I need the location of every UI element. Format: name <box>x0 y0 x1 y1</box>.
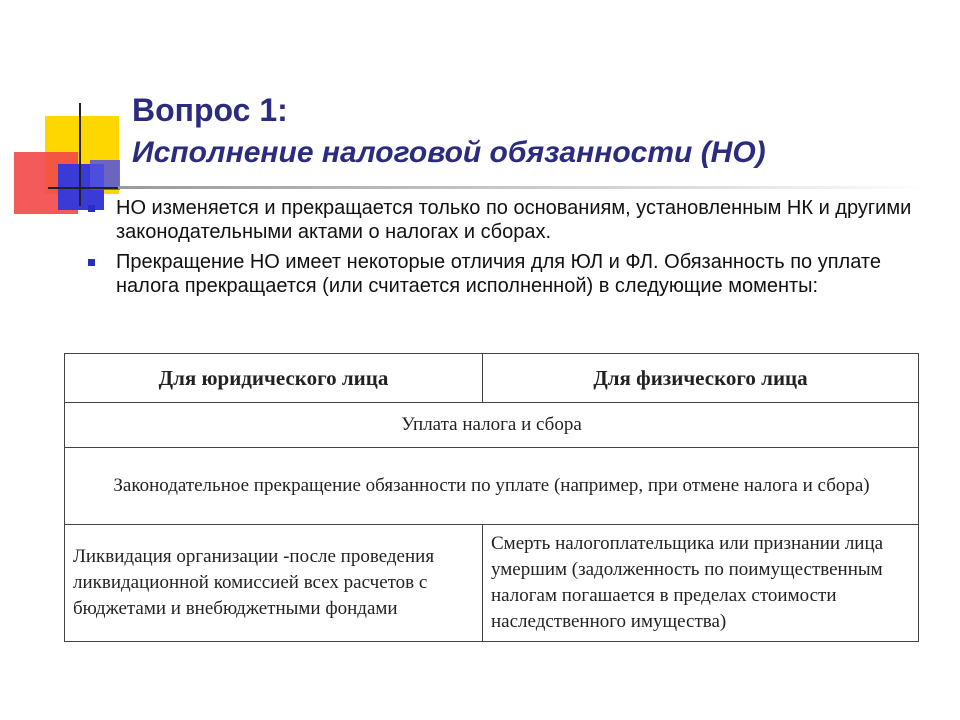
physical-person-case-cell: Смерть налогоплательщика или признании лица умершим (задолженность по поимущественным налогам погашается в пределах стоимости наследственного имущества) <box>483 525 919 642</box>
table-row <box>65 525 919 642</box>
square-bullet-icon <box>88 205 95 212</box>
legislative-cell: Законодательное прекращение обязанности по уплате (например, при отмене налога и сбора) <box>65 448 919 525</box>
table-header-row <box>65 354 919 403</box>
header-physical-person: Для физического лица <box>483 354 919 403</box>
square-bullet-icon <box>88 259 95 266</box>
header-legal-entity: Для юридического лица <box>65 354 483 403</box>
legal-entity-case-cell: Ликвидация организации -после проведения ликвидационной комиссией всех расчетов с бюджетами и внебюджетными фондами <box>65 525 483 642</box>
bullet-item <box>88 196 918 244</box>
payment-cell: Уплата налога и сбора <box>65 403 919 448</box>
decor-vertical-line <box>79 103 81 206</box>
title-divider <box>118 186 930 189</box>
obligation-table <box>64 353 919 642</box>
bullet-item <box>88 250 918 298</box>
bullet-text: НО изменяется и прекращается только по основаниям, установленным НК и другими законодательными актами о налогах и сборах. <box>116 197 912 243</box>
table-row <box>65 403 919 448</box>
decor-blue-square-small <box>90 160 120 190</box>
decor-horizontal-line <box>48 187 118 189</box>
slide-title: Вопрос 1: <box>132 92 288 128</box>
table-row <box>65 448 919 525</box>
slide-subtitle: Исполнение налоговой обязанности (НО) <box>132 136 766 169</box>
bullet-text: Прекращение НО имеет некоторые отличия для ЮЛ и ФЛ. Обязанность по уплате налога прекращается (или считается исполненной) в следующие моменты: <box>116 251 881 297</box>
bullet-list <box>88 196 918 304</box>
